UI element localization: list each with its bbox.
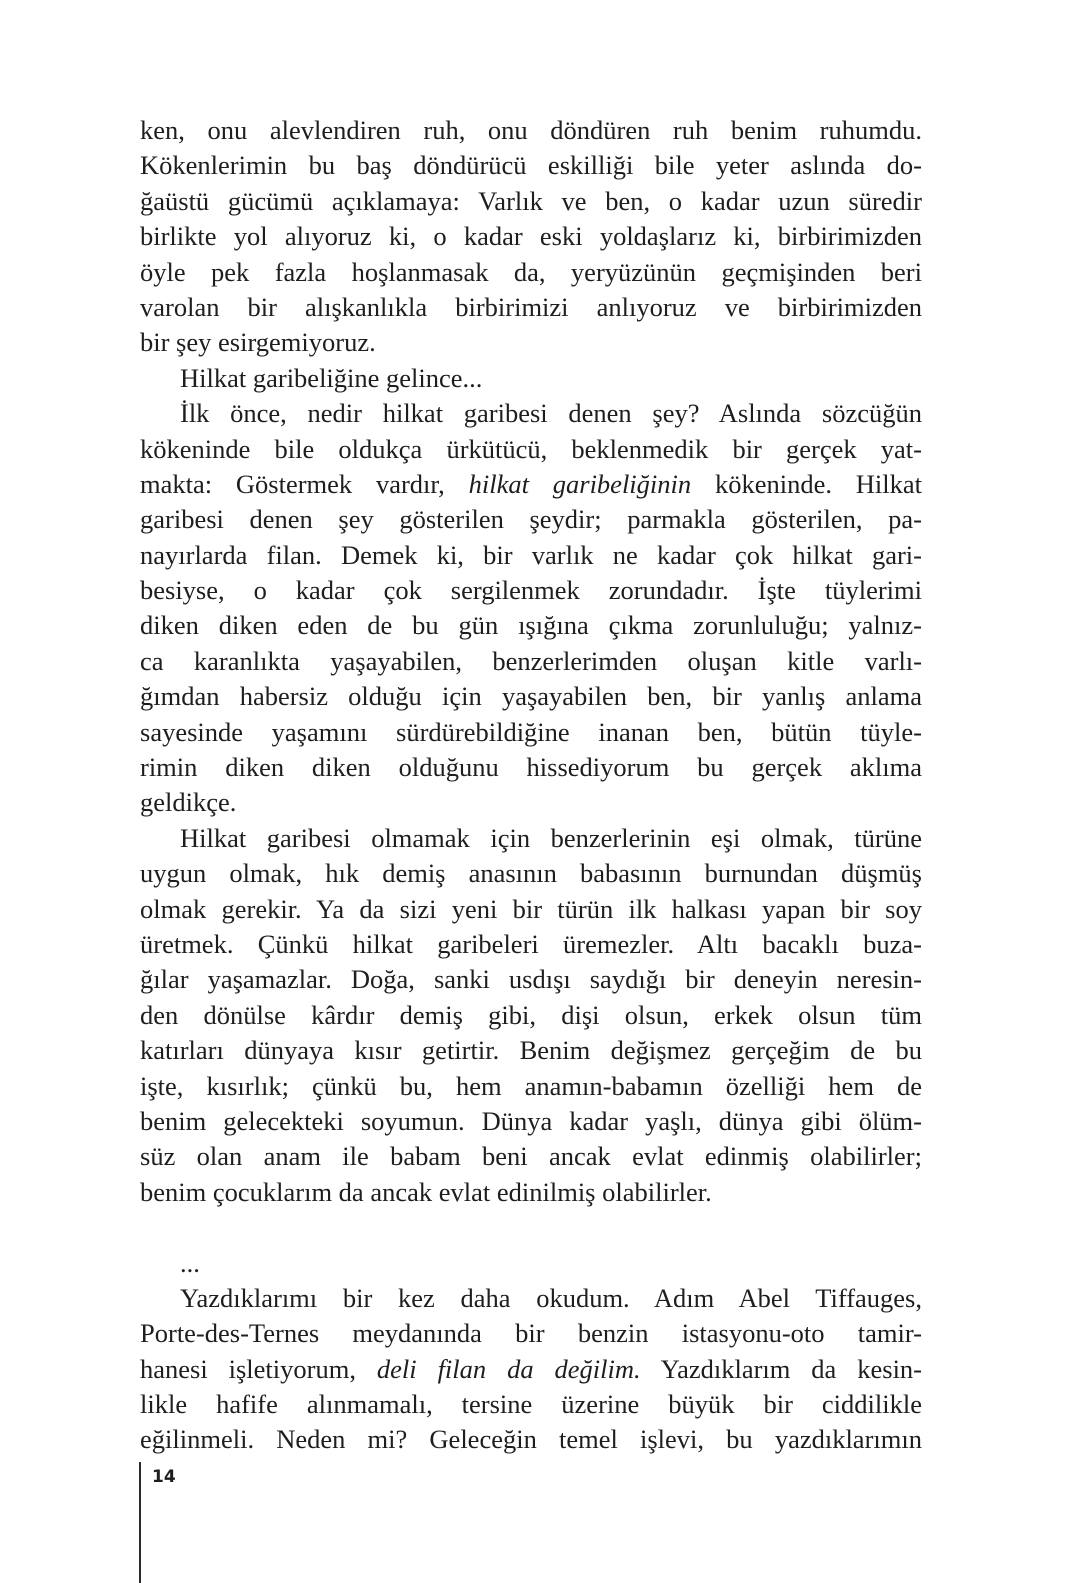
text-line: diken diken eden de bu gün ışığına çıkma zorunluluğu; yalnız-	[140, 610, 922, 641]
text-run: Yazdıklarım da kesin-	[640, 1353, 923, 1384]
text-line: rimin diken diken olduğunu hissediyorum bu gerçek aklıma	[140, 752, 922, 783]
text-line: katırları dünyaya kısır getirtir. Benim değişmez gerçeğim de bu	[140, 1035, 922, 1066]
text-line: birlikte yol alıyoruz ki, o kadar eski yoldaşlarız ki, birbirimizden	[140, 221, 922, 252]
section-separator: ...	[180, 1247, 200, 1278]
text-line: nayırlarda filan. Demek ki, bir varlık ne kadar çok hilkat gari-	[140, 539, 922, 570]
text-line: üretmek. Çünkü hilkat garibeleri üremezler. Altı bacaklı buza-	[140, 928, 922, 959]
text-line: olmak gerekir. Ya da sizi yeni bir türün ilk halkası yapan bir soy	[140, 893, 922, 924]
text-line: sayesinde yaşamını sürdürebildiğine inanan ben, bütün tüyle-	[140, 716, 922, 747]
text-line: ğaüstü gücümü açıklamaya: Varlık ve ben, o kadar uzun süredir	[140, 185, 922, 216]
paragraph-5	[140, 1281, 922, 1458]
text-line: süz olan anam ile babam beni ancak evlat edinmiş olabilirler;	[140, 1141, 922, 1172]
text-line: Porte-des-Ternes meydanında bir benzin istasyonu-oto tamir-	[140, 1318, 922, 1349]
text-line: Hilkat garibesi olmamak için benzerlerinin eşi olmak, türüne	[180, 822, 922, 853]
text-line: benim çocuklarım da ancak evlat edinilmiş olabilirler.	[140, 1176, 712, 1207]
text-line: bir şey esirgemiyoruz.	[140, 327, 376, 358]
text-line: eğilinmeli. Neden mi? Geleceğin temel işlevi, bu yazdıklarımın	[140, 1424, 922, 1455]
text-line: geldikçe.	[140, 787, 237, 818]
paragraph-2	[140, 361, 922, 396]
paragraph-4	[140, 821, 922, 1210]
text-line: kökeninde bile oldukça ürkütücü, beklenmedik bir gerçek yat-	[140, 433, 922, 464]
paragraph-3	[140, 396, 922, 821]
text-line: İlk önce, nedir hilkat garibesi denen şey? Aslında sözcüğün	[180, 398, 922, 429]
text-run: kökeninde. Hilkat	[691, 468, 922, 499]
text-line: likle hafife alınmamalı, tersine üzerine büyük bir ciddilikle	[140, 1389, 922, 1420]
text-run: hanesi işletiyorum,	[140, 1353, 377, 1384]
italic-phrase: deli filan da değilim.	[376, 1353, 641, 1384]
text-line: ca karanlıkta yaşayabilen, benzerlerimden oluşan kitle varlı-	[140, 645, 922, 676]
text-line: ken, onu alevlendiren ruh, onu döndüren ruh benim ruhumdu.	[140, 115, 922, 145]
paragraph-1	[140, 113, 922, 361]
body-text	[140, 113, 922, 1458]
italic-phrase: hilkat garibeliğinin	[468, 468, 692, 499]
text-line: Kökenlerimin bu baş döndürücü eskilliği bile yeter aslında do-	[140, 150, 922, 181]
page-number-rule	[139, 1462, 141, 1583]
text-line: varolan bir alışkanlıkla birbirimizi anlıyoruz ve birbirimizden	[140, 291, 922, 322]
text-line: ğımdan habersiz olduğu için yaşayabilen ben, bir yanlış anlama	[140, 681, 922, 712]
text-line: besiyse, o kadar çok sergilenmek zorundadır. İşte tüylerimi	[140, 575, 922, 606]
text-line: uygun olmak, hık demiş anasının babasının burnundan düşmüş	[140, 858, 922, 889]
text-line-with-italic	[140, 467, 922, 502]
text-run: makta: Göstermek vardır,	[140, 468, 469, 499]
text-line: Yazdıklarımı bir kez daha okudum. Adım Abel Tiffauges,	[180, 1282, 922, 1313]
text-line: ğılar yaşamazlar. Doğa, sanki usdışı saydığı bir deneyin neresin-	[140, 964, 922, 995]
text-line: işte, kısırlık; çünkü bu, hem anamın-babamın özelliği hem de	[140, 1070, 922, 1101]
text-line: garibesi denen şey gösterilen şeydir; parmakla gösterilen, pa-	[140, 504, 922, 535]
text-line: öyle pek fazla hoşlanmasak da, yeryüzünün geçmişinden beri	[140, 256, 922, 287]
text-line-with-italic	[140, 1352, 922, 1387]
page-number: 14	[152, 1467, 176, 1487]
text-line: Hilkat garibeliğine gelince...	[180, 362, 483, 393]
text-line: benim gelecekteki soyumun. Dünya kadar yaşlı, dünya gibi ölüm-	[140, 1105, 922, 1136]
text-line: den dönülse kârdır demiş gibi, dişi olsun, erkek olsun tüm	[140, 999, 922, 1030]
section-gap	[140, 1210, 922, 1245]
